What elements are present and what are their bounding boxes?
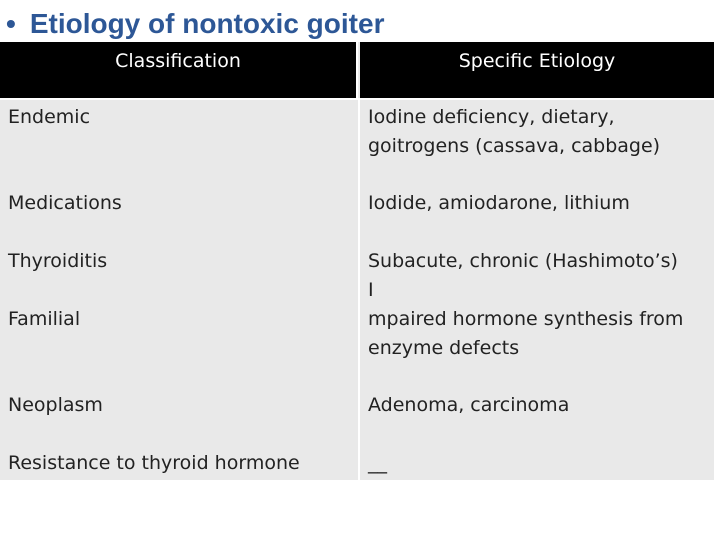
slide-title (6, 6, 384, 42)
header-divider (0, 98, 714, 100)
header-specific-etiology-label: Specific Etiology (458, 50, 616, 72)
row-medications-etiology: Iodide, amiodarone, lithium (368, 192, 630, 214)
etiology-table (0, 42, 714, 480)
title-bullet: • (6, 8, 16, 39)
row-endemic-etiology-line-1: Iodine deficiency, dietary, (368, 106, 615, 128)
row-thyroiditis-classification: Thyroiditis (8, 250, 108, 272)
row-familial-etiology-line-3: enzyme defects (368, 337, 520, 359)
row-neoplasm-classification: Neoplasm (8, 394, 103, 416)
row-endemic-classification: Endemic (8, 106, 91, 128)
row-familial-etiology-line-1: I (368, 279, 374, 301)
header-classification (0, 42, 358, 98)
column-divider (358, 98, 360, 480)
row-resistance-etiology: __ (368, 452, 387, 474)
row-familial-etiology-line-2: mpaired hormone synthesis from (368, 308, 684, 330)
header-specific-etiology (360, 42, 714, 98)
row-thyroiditis-etiology: Subacute, chronic (Hashimoto’s) (368, 250, 678, 272)
header-classification-label: Classification (115, 50, 241, 72)
row-medications-classification: Medications (8, 192, 122, 214)
row-endemic-etiology-line-2: goitrogens (cassava, cabbage) (368, 135, 661, 157)
row-resistance-classification: Resistance to thyroid hormone (8, 452, 300, 474)
row-familial-classification: Familial (8, 308, 81, 330)
title-text: Etiology of nontoxic goiter (29, 8, 385, 39)
row-neoplasm-etiology: Adenoma, carcinoma (368, 394, 570, 416)
